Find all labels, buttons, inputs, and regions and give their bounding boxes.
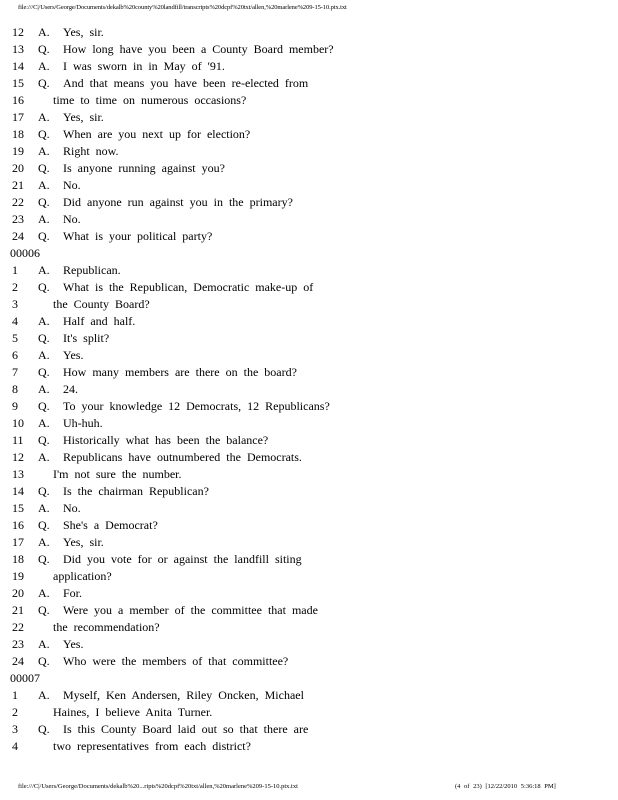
transcript-line bbox=[0, 279, 618, 296]
line-text: Yes, sir. bbox=[63, 25, 104, 39]
transcript-line bbox=[0, 126, 618, 143]
transcript-line bbox=[0, 398, 618, 415]
transcript-line bbox=[0, 109, 618, 126]
line-number: 15 bbox=[12, 501, 24, 515]
speaker-label: A. bbox=[38, 212, 50, 226]
line-text: What is the Republican, Democratic make-up of bbox=[63, 280, 314, 294]
file-path-footer: file:///C|/Users/George/Documents/dekalb%20...ripts%20dcpf%20txt/allen,%20marlene%209-15-10.ptx.txt bbox=[18, 783, 298, 790]
transcript-line bbox=[0, 41, 618, 58]
speaker-label: Q. bbox=[38, 42, 50, 56]
speaker-label: Q. bbox=[38, 280, 50, 294]
line-number: 6 bbox=[12, 348, 18, 362]
speaker-label: Q. bbox=[38, 161, 50, 175]
line-number: 4 bbox=[12, 314, 18, 328]
speaker-label: A. bbox=[38, 178, 50, 192]
line-number: 14 bbox=[12, 59, 24, 73]
line-text: Yes. bbox=[63, 637, 84, 651]
line-text: How long have you been a County Board member? bbox=[63, 42, 334, 56]
line-number: 19 bbox=[12, 569, 24, 583]
speaker-label: A. bbox=[38, 348, 50, 362]
line-text: Did anyone run against you in the primary? bbox=[63, 195, 293, 209]
line-text: Is this County Board laid out so that there are bbox=[63, 722, 309, 736]
speaker-label: Q. bbox=[38, 399, 50, 413]
transcript-line bbox=[0, 619, 618, 636]
line-text: Yes, sir. bbox=[63, 535, 104, 549]
line-text: No. bbox=[63, 501, 81, 515]
line-text: For. bbox=[63, 586, 83, 600]
speaker-label: Q. bbox=[38, 722, 50, 736]
line-number: 21 bbox=[12, 178, 24, 192]
speaker-label: A. bbox=[38, 688, 50, 702]
line-text: Is the chairman Republican? bbox=[63, 484, 209, 498]
line-text: What is your political party? bbox=[63, 229, 213, 243]
line-number: 3 bbox=[12, 297, 18, 311]
line-number: 24 bbox=[12, 229, 24, 243]
transcript-line bbox=[0, 687, 618, 704]
line-number: 15 bbox=[12, 76, 24, 90]
file-path-header: file:///C|/Users/George/Documents/dekalb%20county%20landfill/transcripts%20dcpf%20txt/allen,%20marlene%209-15-10.ptx.txt bbox=[18, 4, 347, 11]
transcript-line bbox=[0, 381, 618, 398]
transcript-line bbox=[0, 58, 618, 75]
speaker-label: A. bbox=[38, 637, 50, 651]
transcript-line bbox=[0, 432, 618, 449]
speaker-label: A. bbox=[38, 59, 50, 73]
line-number: 17 bbox=[12, 535, 24, 549]
line-text: two representatives from each district? bbox=[53, 739, 251, 753]
transcript-line bbox=[0, 92, 618, 109]
line-text: Right now. bbox=[63, 144, 119, 158]
line-text: When are you next up for election? bbox=[63, 127, 251, 141]
line-text: Myself, Ken Andersen, Riley Oncken, Michael bbox=[63, 688, 304, 702]
speaker-label: Q. bbox=[38, 331, 50, 345]
transcript-line bbox=[0, 296, 618, 313]
transcript-line bbox=[0, 143, 618, 160]
transcript-line bbox=[0, 466, 618, 483]
line-number: 23 bbox=[12, 637, 24, 651]
line-text: No. bbox=[63, 212, 81, 226]
line-number: 19 bbox=[12, 144, 24, 158]
line-text: And that means you have been re-elected from bbox=[63, 76, 309, 90]
page-number: 00007 bbox=[10, 671, 40, 685]
line-number: 11 bbox=[12, 433, 24, 447]
line-number: 12 bbox=[12, 450, 24, 464]
line-number: 22 bbox=[12, 195, 24, 209]
transcript-line bbox=[0, 262, 618, 279]
transcript-line bbox=[0, 177, 618, 194]
speaker-label: A. bbox=[38, 586, 50, 600]
speaker-label: Q. bbox=[38, 433, 50, 447]
line-number: 14 bbox=[12, 484, 24, 498]
line-number: 9 bbox=[12, 399, 18, 413]
line-number: 16 bbox=[12, 93, 24, 107]
speaker-label: Q. bbox=[38, 195, 50, 209]
speaker-label: Q. bbox=[38, 484, 50, 498]
line-number: 20 bbox=[12, 161, 24, 175]
line-text: the County Board? bbox=[53, 297, 150, 311]
speaker-label: A. bbox=[38, 110, 50, 124]
line-number: 2 bbox=[12, 705, 18, 719]
transcript-line bbox=[0, 313, 618, 330]
line-text: Yes. bbox=[63, 348, 84, 362]
speaker-label: A. bbox=[38, 314, 50, 328]
line-text: Who were the members of that committee? bbox=[63, 654, 289, 668]
transcript-line bbox=[0, 534, 618, 551]
speaker-label: A. bbox=[38, 382, 50, 396]
transcript-line bbox=[0, 194, 618, 211]
line-number: 21 bbox=[12, 603, 24, 617]
line-number: 23 bbox=[12, 212, 24, 226]
transcript-line bbox=[0, 160, 618, 177]
line-text: Did you vote for or against the landfill siting bbox=[63, 552, 302, 566]
line-number: 17 bbox=[12, 110, 24, 124]
speaker-label: Q. bbox=[38, 229, 50, 243]
line-text: It's split? bbox=[63, 331, 110, 345]
line-text: To your knowledge 12 Democrats, 12 Republicans? bbox=[63, 399, 330, 413]
transcript-line bbox=[0, 24, 618, 41]
transcript-line bbox=[0, 228, 618, 245]
transcript-line bbox=[0, 75, 618, 92]
line-text: I'm not sure the number. bbox=[53, 467, 182, 481]
speaker-label: Q. bbox=[38, 518, 50, 532]
speaker-label: Q. bbox=[38, 654, 50, 668]
line-text: 24. bbox=[63, 382, 78, 396]
transcript-line bbox=[0, 653, 618, 670]
transcript-line bbox=[0, 602, 618, 619]
line-text: Half and half. bbox=[63, 314, 136, 328]
line-text: application? bbox=[53, 569, 112, 583]
line-number: 16 bbox=[12, 518, 24, 532]
transcript-line bbox=[0, 721, 618, 738]
line-text: I was sworn in in May of '91. bbox=[63, 59, 225, 73]
transcript-line bbox=[0, 704, 618, 721]
line-number: 12 bbox=[12, 25, 24, 39]
line-number: 8 bbox=[12, 382, 18, 396]
transcript-line bbox=[0, 364, 618, 381]
line-number: 13 bbox=[12, 42, 24, 56]
page-number: 00006 bbox=[10, 246, 40, 260]
line-text: Republicans have outnumbered the Democrats. bbox=[63, 450, 302, 464]
page-number-marker bbox=[0, 245, 618, 262]
transcript-line bbox=[0, 483, 618, 500]
page-number-marker bbox=[0, 670, 618, 687]
line-text: Haines, I believe Anita Turner. bbox=[53, 705, 213, 719]
transcript-line bbox=[0, 500, 618, 517]
line-text: time to time on numerous occasions? bbox=[53, 93, 247, 107]
speaker-label: A. bbox=[38, 263, 50, 277]
transcript-line bbox=[0, 347, 618, 364]
line-text: the recommendation? bbox=[53, 620, 160, 634]
speaker-label: Q. bbox=[38, 365, 50, 379]
transcript-line bbox=[0, 551, 618, 568]
line-number: 4 bbox=[12, 739, 18, 753]
transcript-line bbox=[0, 330, 618, 347]
transcript-line bbox=[0, 738, 618, 755]
speaker-label: A. bbox=[38, 450, 50, 464]
line-number: 20 bbox=[12, 586, 24, 600]
speaker-label: Q. bbox=[38, 127, 50, 141]
transcript-line bbox=[0, 568, 618, 585]
line-number: 1 bbox=[12, 263, 18, 277]
speaker-label: Q. bbox=[38, 76, 50, 90]
speaker-label: A. bbox=[38, 416, 50, 430]
line-text: Uh-huh. bbox=[63, 416, 103, 430]
transcript-line bbox=[0, 211, 618, 228]
transcript-line bbox=[0, 415, 618, 432]
speaker-label: Q. bbox=[38, 552, 50, 566]
speaker-label: A. bbox=[38, 25, 50, 39]
line-number: 18 bbox=[12, 552, 24, 566]
line-text: She's a Democrat? bbox=[63, 518, 158, 532]
line-number: 22 bbox=[12, 620, 24, 634]
line-text: How many members are there on the board? bbox=[63, 365, 297, 379]
line-text: Historically what has been the balance? bbox=[63, 433, 269, 447]
transcript-body bbox=[0, 24, 618, 755]
speaker-label: A. bbox=[38, 144, 50, 158]
line-number: 5 bbox=[12, 331, 18, 345]
speaker-label: Q. bbox=[38, 603, 50, 617]
line-text: Republican. bbox=[63, 263, 121, 277]
speaker-label: A. bbox=[38, 501, 50, 515]
speaker-label: A. bbox=[38, 535, 50, 549]
line-text: Were you a member of the committee that made bbox=[63, 603, 318, 617]
transcript-line bbox=[0, 585, 618, 602]
transcript-line bbox=[0, 636, 618, 653]
line-text: Yes, sir. bbox=[63, 110, 104, 124]
line-number: 24 bbox=[12, 654, 24, 668]
page-info-footer: (4 of 23) [12/22/2010 5:36:18 PM] bbox=[455, 783, 556, 790]
line-number: 10 bbox=[12, 416, 24, 430]
line-text: Is anyone running against you? bbox=[63, 161, 225, 175]
line-number: 1 bbox=[12, 688, 18, 702]
line-number: 13 bbox=[12, 467, 24, 481]
line-number: 7 bbox=[12, 365, 18, 379]
transcript-line bbox=[0, 449, 618, 466]
transcript-line bbox=[0, 517, 618, 534]
line-text: No. bbox=[63, 178, 81, 192]
line-number: 18 bbox=[12, 127, 24, 141]
line-number: 2 bbox=[12, 280, 18, 294]
line-number: 3 bbox=[12, 722, 18, 736]
